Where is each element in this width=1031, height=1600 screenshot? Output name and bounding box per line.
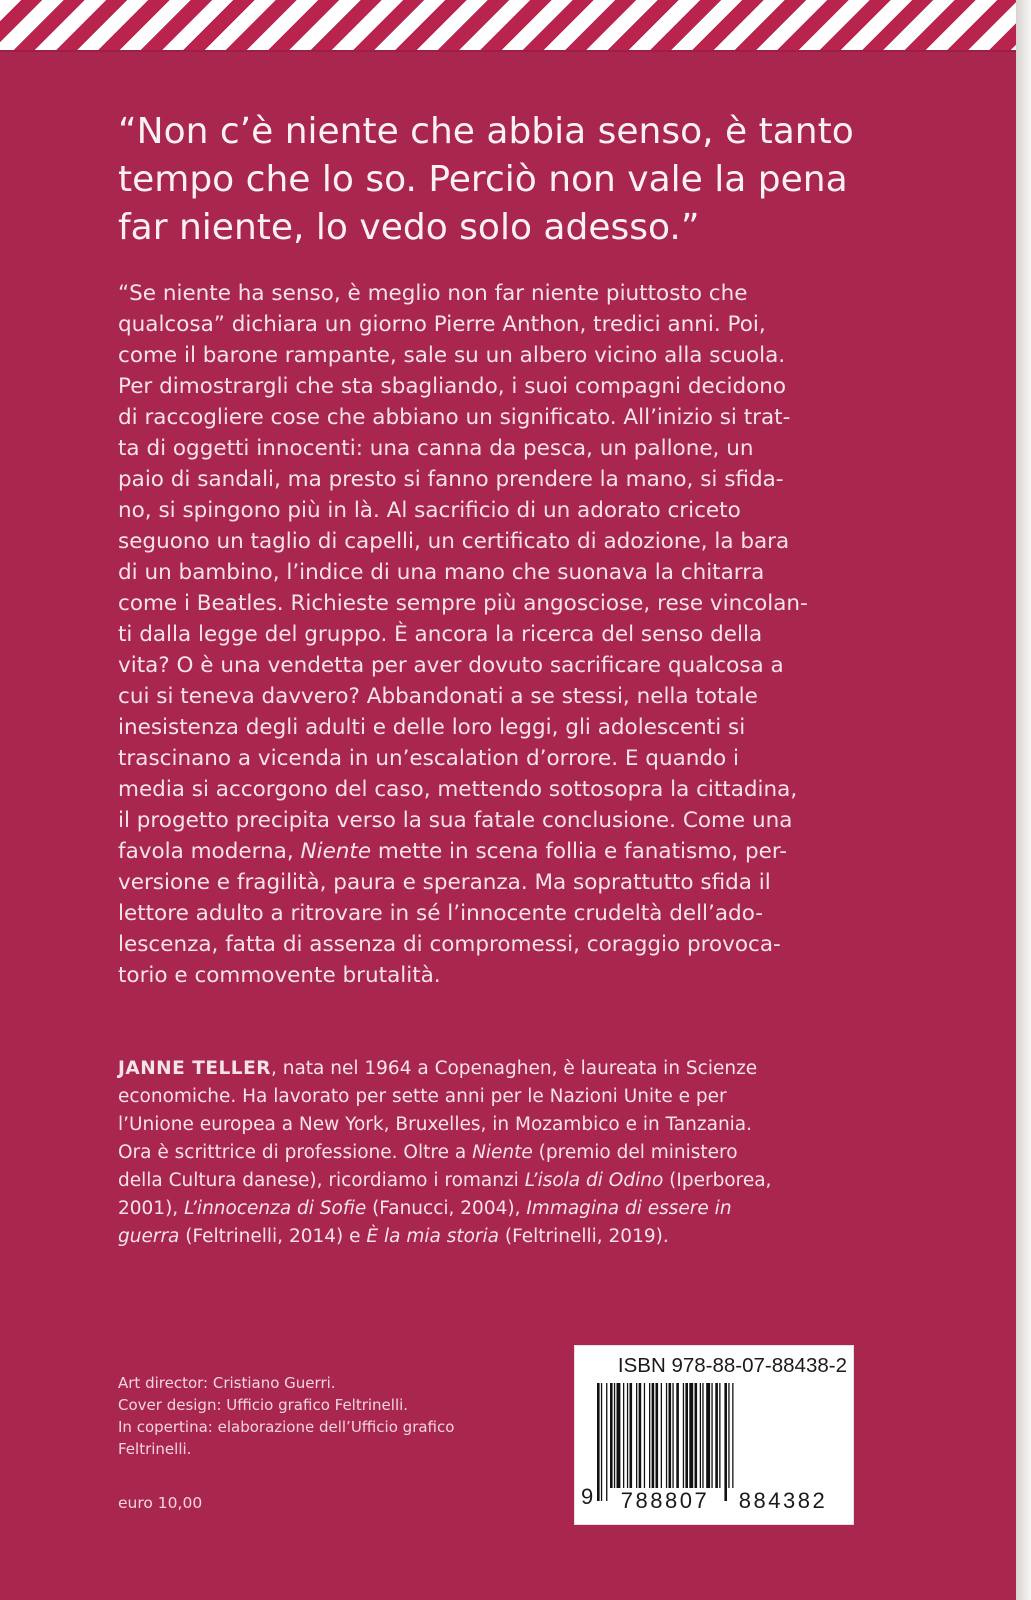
bio-text: (Iperborea, bbox=[663, 1170, 772, 1191]
ean-left-digits: 788807 bbox=[609, 1488, 721, 1514]
synopsis-line: come i Beatles. Richieste sempre più angosciose, rese vincolan- bbox=[118, 591, 808, 616]
barcode-bar bbox=[661, 1383, 662, 1501]
barcode-bar bbox=[636, 1383, 637, 1501]
synopsis-line: vita? O è una vendetta per aver dovuto sacrificare qualcosa a bbox=[118, 653, 784, 678]
barcode-bar bbox=[597, 1383, 600, 1501]
synopsis-line: il progetto precipita verso la sua fatale conclusione. Come una bbox=[118, 808, 793, 833]
quote-line: far niente, lo vedo solo adesso.” bbox=[118, 207, 700, 248]
synopsis-line: di raccogliere cose che abbiano un significato. All’inizio si trat- bbox=[118, 405, 791, 430]
quote-line: tempo che lo so. Perciò non vale la pena bbox=[118, 159, 848, 200]
barcode-bars bbox=[597, 1383, 847, 1501]
synopsis-line: no, si spingono più in là. Al sacrificio di un adorato criceto bbox=[118, 498, 741, 523]
barcode-bar bbox=[649, 1383, 650, 1501]
synopsis-line bbox=[118, 836, 908, 867]
ean-first-digit: 9 bbox=[581, 1484, 594, 1509]
bio-line bbox=[118, 1195, 918, 1223]
synopsis-line: ti dalla legge del gruppo. È ancora la ricerca del senso della bbox=[118, 622, 763, 647]
bio-text: (Feltrinelli, 2019). bbox=[499, 1226, 669, 1247]
barcode-bar bbox=[702, 1383, 703, 1501]
synopsis-line: qualcosa” dichiara un giorno Pierre Anthon, tredici anni. Poi, bbox=[118, 312, 766, 337]
synopsis-line: media si accorgono del caso, mettendo sottosopra la cittadina, bbox=[118, 777, 798, 802]
design-credits bbox=[118, 1372, 558, 1460]
credit-line: Cover design: Ufficio grafico Feltrinelli. bbox=[118, 1396, 409, 1414]
barcode-bar bbox=[669, 1383, 672, 1501]
barcode-bar bbox=[676, 1383, 679, 1501]
book-synopsis bbox=[118, 278, 908, 991]
synopsis-line: Per dimostrargli che sta sbagliando, i suoi compagni decidono bbox=[118, 374, 787, 399]
barcode-bar bbox=[695, 1383, 698, 1501]
synopsis-line: lettore adulto a ritrovare in sé l’innocente crudeltà dell’ado- bbox=[118, 901, 763, 926]
synopsis-line: trascinano a vicenda in un’escalation d’orrore. E quando i bbox=[118, 746, 739, 771]
credit-line: Feltrinelli. bbox=[118, 1440, 192, 1458]
barcode-bar bbox=[614, 1383, 615, 1501]
bio-text: , nata nel 1964 a Copenaghen, è laureata in Scienze bbox=[270, 1058, 758, 1079]
bio-line bbox=[118, 1055, 918, 1083]
barcode-bar bbox=[627, 1383, 628, 1501]
barcode-bar bbox=[639, 1383, 642, 1501]
barcode-bar bbox=[601, 1383, 602, 1501]
bio-text: (premio del ministero bbox=[532, 1142, 738, 1163]
barcode-bar bbox=[689, 1383, 693, 1501]
bio-line bbox=[118, 1167, 918, 1195]
bio-text: 2001), bbox=[118, 1198, 185, 1219]
credit-line: Art director: Cristiano Guerri. bbox=[118, 1374, 336, 1392]
cover-quote bbox=[118, 108, 918, 252]
barcode-bar bbox=[610, 1383, 613, 1501]
bio-line: l’Unione europea a New York, Bruxelles, in Mozambico e in Tanzania. bbox=[118, 1114, 753, 1135]
book-title: Niente bbox=[472, 1142, 533, 1163]
synopsis-text: mette in scena follia e fanatismo, per- bbox=[371, 839, 788, 864]
barcode-bar bbox=[724, 1383, 727, 1501]
barcode-bar bbox=[728, 1383, 729, 1501]
barcode-bar bbox=[666, 1383, 667, 1501]
author-bio bbox=[118, 1055, 918, 1251]
bio-text: Ora è scrittrice di professione. Oltre a bbox=[118, 1142, 473, 1163]
barcode-bar bbox=[715, 1383, 718, 1501]
synopsis-line: lescenza, fatta di assenza di compromessi, coraggio provoca- bbox=[118, 932, 781, 957]
synopsis-line: seguono un taglio di capelli, un certificato di adozione, la bara bbox=[118, 529, 790, 554]
isbn-barcode bbox=[574, 1345, 854, 1525]
bio-line bbox=[118, 1223, 918, 1251]
barcode-bar bbox=[732, 1383, 733, 1501]
credit-line: In copertina: elaborazione dell’Ufficio grafico bbox=[118, 1418, 455, 1436]
barcode-bar bbox=[706, 1383, 710, 1501]
synopsis-text: favola moderna, bbox=[118, 839, 301, 864]
book-title: È la mia storia bbox=[366, 1226, 499, 1247]
synopsis-line: come il barone rampante, sale su un albero vicino alla scuola. bbox=[118, 343, 786, 368]
barcode-bar bbox=[685, 1383, 688, 1501]
striped-top-border bbox=[0, 0, 1016, 52]
barcode-bar bbox=[652, 1383, 655, 1501]
barcode-bar bbox=[656, 1383, 659, 1501]
book-title: Niente bbox=[300, 839, 372, 864]
synopsis-line: inesistenza degli adulti e delle loro leggi, gli adolescenti si bbox=[118, 715, 746, 740]
barcode-bar bbox=[623, 1383, 624, 1501]
bio-text: della Cultura danese), ricordiamo i romanzi bbox=[118, 1170, 525, 1191]
barcode-bar bbox=[606, 1383, 607, 1501]
barcode-bar bbox=[630, 1383, 633, 1501]
synopsis-line: di un bambino, l’indice di una mano che suonava la chitarra bbox=[118, 560, 765, 585]
barcode-bar bbox=[719, 1383, 720, 1501]
quote-line: “Non c’è niente che abbia senso, è tanto bbox=[118, 111, 854, 152]
book-title: L’innocenza di Sofie bbox=[184, 1198, 367, 1219]
synopsis-line: ta di oggetti innocenti: una canna da pesca, un pallone, un bbox=[118, 436, 754, 461]
barcode-bar bbox=[644, 1383, 645, 1501]
isbn-number: ISBN 978-88-07-88438-2 bbox=[617, 1354, 847, 1377]
barcode-bar bbox=[672, 1383, 673, 1501]
ean-right-digits: 884382 bbox=[727, 1488, 839, 1514]
barcode-bar bbox=[617, 1383, 621, 1501]
synopsis-line: torio e commovente brutalità. bbox=[118, 963, 441, 988]
synopsis-line: versione e fragilità, paura e speranza. Ma soprattutto sfida il bbox=[118, 870, 771, 895]
barcode-bar bbox=[711, 1383, 712, 1501]
bio-line: economiche. Ha lavorato per sette anni per le Nazioni Unite e per bbox=[118, 1086, 727, 1107]
price-label: euro 10,00 bbox=[118, 1494, 203, 1512]
book-title: L’isola di Odino bbox=[524, 1170, 664, 1191]
synopsis-line: “Se niente ha senso, è meglio non far niente piuttosto che bbox=[118, 281, 748, 306]
book-title: guerra bbox=[118, 1226, 180, 1247]
barcode-bar bbox=[700, 1383, 701, 1501]
synopsis-line: paio di sandali, ma presto si fanno prendere la mano, si sfida- bbox=[118, 467, 784, 492]
paper-edge bbox=[1016, 0, 1031, 1600]
synopsis-line: cui si teneva davvero? Abbandonati a se stessi, nella totale bbox=[118, 684, 758, 709]
bio-line bbox=[118, 1139, 918, 1167]
book-title: Immagina di essere in bbox=[526, 1198, 732, 1219]
author-name: JANNE TELLER bbox=[118, 1058, 271, 1079]
bio-text: (Feltrinelli, 2014) e bbox=[179, 1226, 367, 1247]
barcode-bar bbox=[683, 1383, 684, 1501]
bio-text: (Fanucci, 2004), bbox=[366, 1198, 527, 1219]
